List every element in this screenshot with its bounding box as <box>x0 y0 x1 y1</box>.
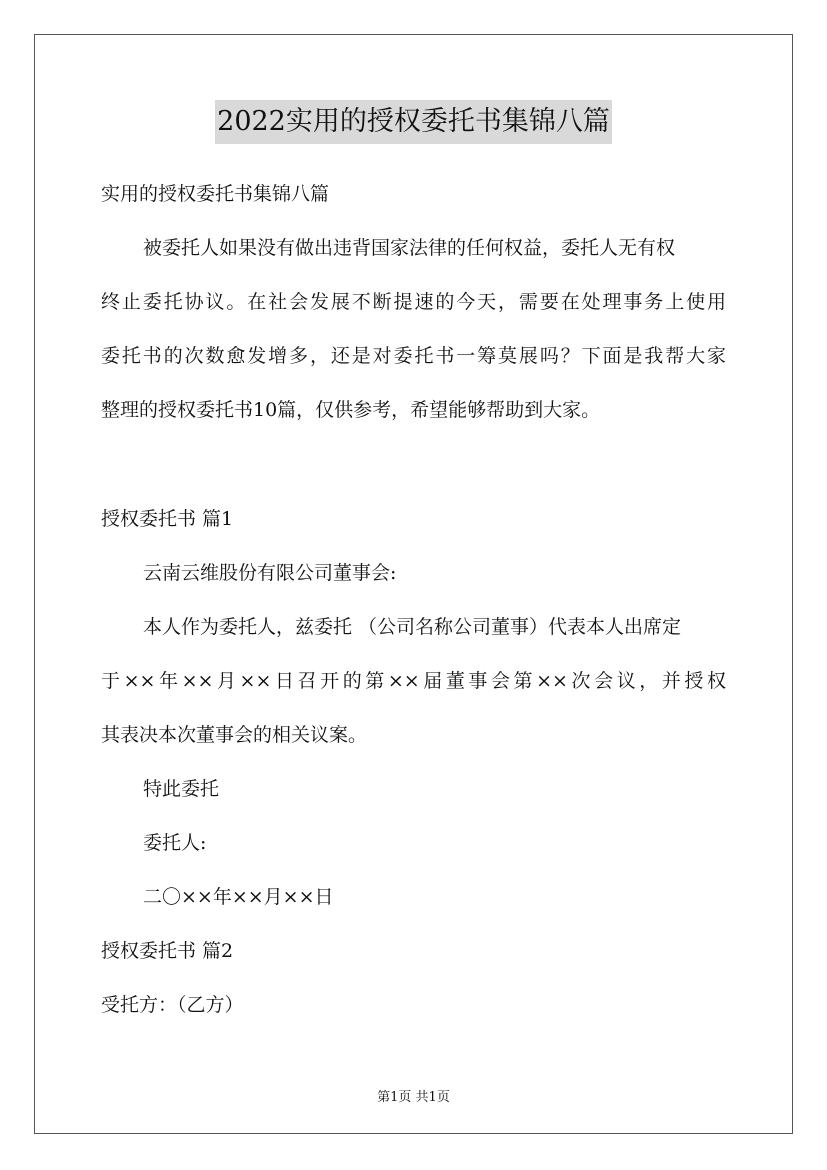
document-subtitle: 实用的授权委托书集锦八篇 <box>101 183 330 205</box>
intro-line-3: 委托书的次数愈发增多，还是对委托书一筹莫展吗？下面是我帮大家 <box>101 345 726 367</box>
party-label: 受托方：（乙方） <box>101 994 244 1016</box>
body-line-3: 其表决本次董事会的相关议案。 <box>101 724 368 746</box>
addressee: 云南云维股份有限公司董事会: <box>143 562 397 584</box>
document-title: 2022实用的授权委托书集锦八篇 <box>215 100 612 144</box>
body-line-2: 于××年××月××日召开的第××届董事会第××次会议，并授权 <box>101 670 726 692</box>
signer-label: 委托人: <box>143 832 207 854</box>
intro-line-1: 被委托人如果没有做出违背国家法律的任何权益，委托人无有权 <box>143 237 676 259</box>
page-footer: 第1页 共1页 <box>377 1090 450 1105</box>
title-container <box>0 100 827 144</box>
intro-line-4: 整理的授权委托书10篇，仅供参考，希望能够帮助到大家。 <box>101 399 601 421</box>
body-line-1: 本人作为委托人，兹委托 （公司名称公司董事）代表本人出席定 <box>143 616 682 638</box>
intro-line-2: 终止委托协议。在社会发展不断提速的今天，需要在处理事务上使用 <box>101 291 726 313</box>
section-heading-1: 授权委托书 篇1 <box>101 508 234 530</box>
section-heading-2: 授权委托书 篇2 <box>101 940 234 962</box>
date-line: 二〇××年××月××日 <box>143 886 334 908</box>
closing-text: 特此委托 <box>143 778 220 800</box>
